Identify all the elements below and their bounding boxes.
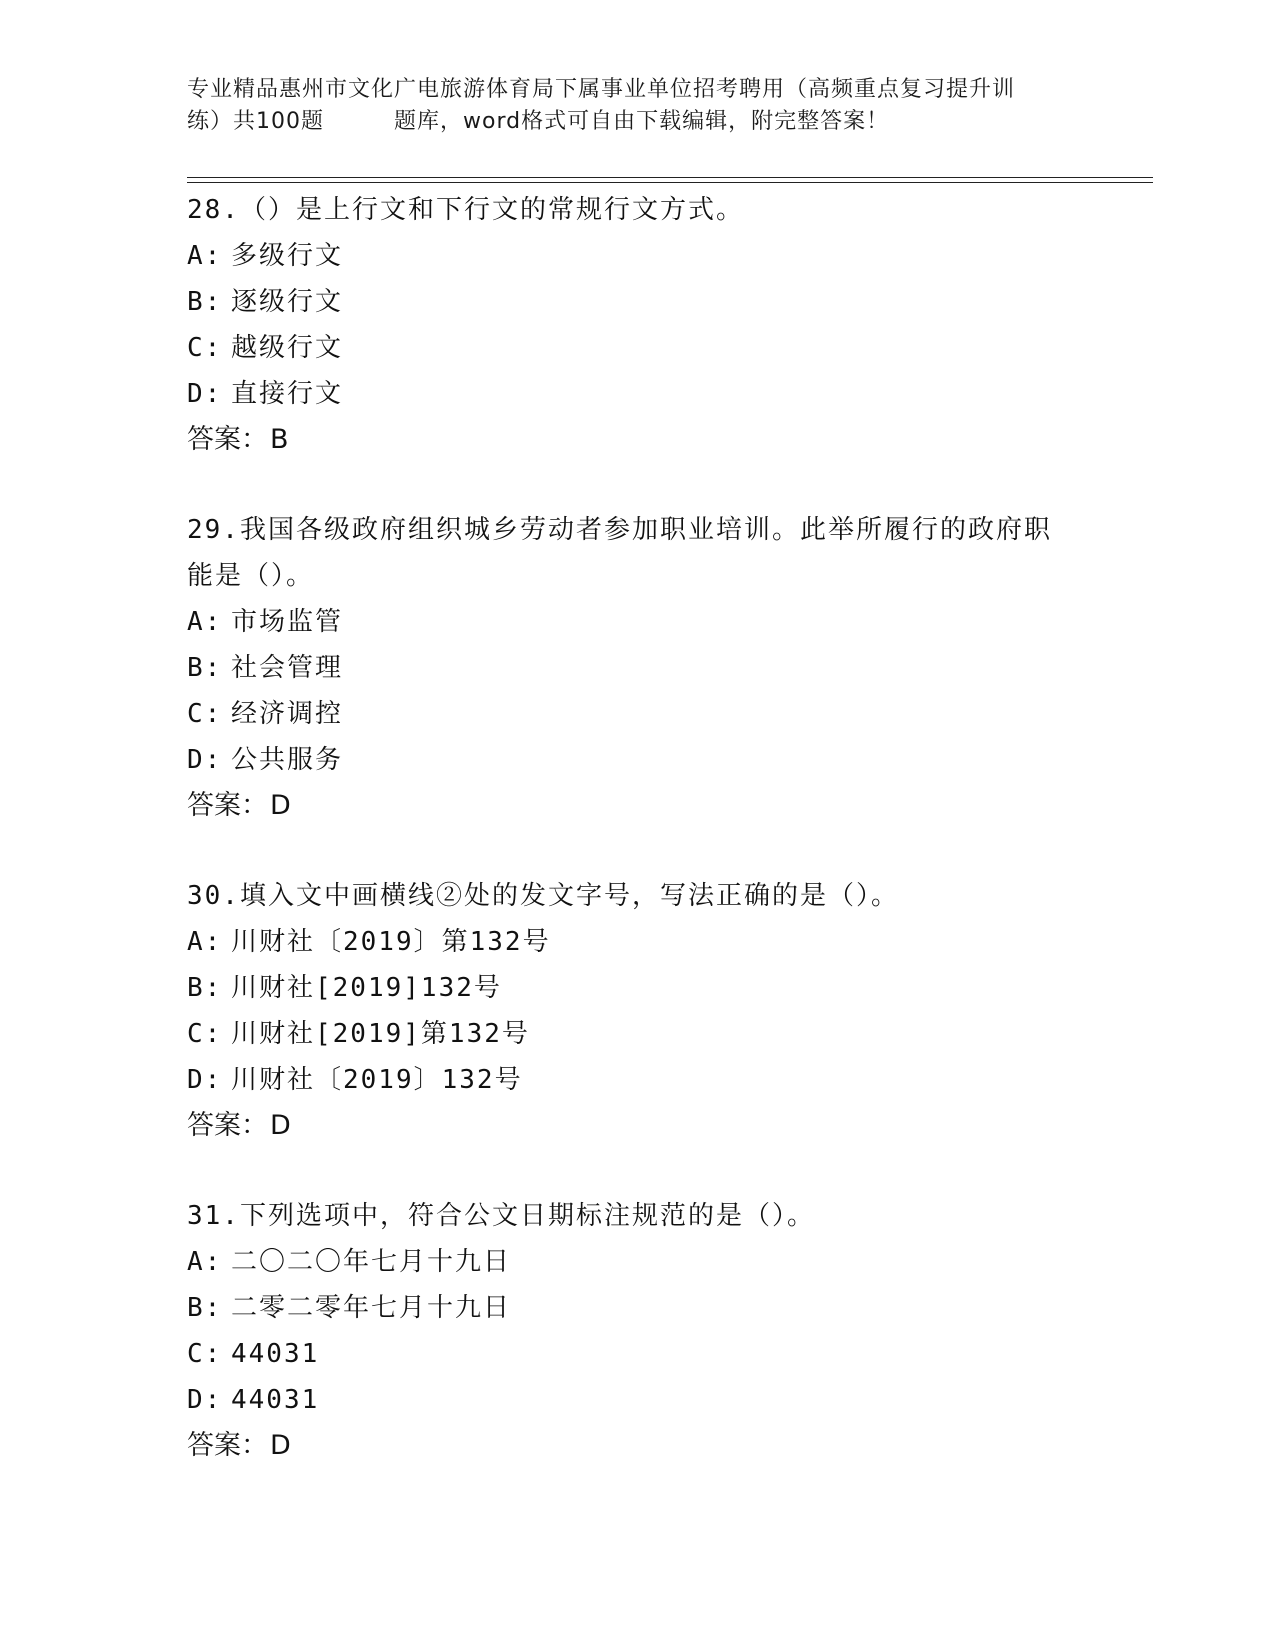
- header-line-2: [187, 106, 1087, 138]
- answer-value: D: [270, 1110, 291, 1141]
- question-30: [187, 873, 1087, 1149]
- option-a: A: 川财社〔2019〕第132号: [187, 927, 551, 957]
- question-stem: 28.（）是上行文和下行文的常规行文方式。: [187, 195, 744, 225]
- question-stem: 30.填入文中画横线②处的发文字号，写法正确的是（）。: [187, 881, 899, 911]
- option-b: B: 川财社[2019]132号: [187, 973, 502, 1003]
- header-divider-bottom: [187, 182, 1153, 183]
- option-d: D: 直接行文: [187, 379, 344, 409]
- option-d: D: 公共服务: [187, 745, 344, 775]
- option-c: C: 44031: [187, 1339, 320, 1369]
- option-c: C: 越级行文: [187, 333, 344, 363]
- question-28: [187, 187, 1087, 463]
- answer-line: 答案：D: [187, 1430, 291, 1461]
- question-stem: 31.下列选项中，符合公文日期标注规范的是（）。: [187, 1201, 815, 1231]
- option-c: C: 经济调控: [187, 699, 344, 729]
- option-c: C: 川财社[2019]第132号: [187, 1019, 530, 1049]
- option-a: A: 市场监管: [187, 607, 344, 637]
- option-a: A: 二〇二〇年七月十九日: [187, 1247, 512, 1277]
- answer-line: 答案：B: [187, 424, 289, 455]
- option-b: B: 逐级行文: [187, 287, 344, 317]
- option-d: D: 川财社〔2019〕132号: [187, 1065, 523, 1095]
- question-stem: 29.我国各级政府组织城乡劳动者参加职业培训。此举所履行的政府职能是（）。: [187, 515, 1052, 591]
- answer-line: 答案：D: [187, 790, 291, 821]
- question-29: [187, 507, 1087, 829]
- question-31: [187, 1193, 1087, 1469]
- option-a: A: 多级行文: [187, 241, 344, 271]
- header-line-1: 专业精品惠州市文化广电旅游体育局下属事业单位招考聘用（高频重点复习提升训: [187, 77, 1016, 102]
- answer-value: D: [270, 790, 291, 821]
- document-header: [187, 74, 1087, 138]
- option-d: D: 44031: [187, 1385, 320, 1415]
- answer-line: 答案：D: [187, 1110, 291, 1141]
- answer-value: B: [270, 424, 289, 455]
- header-divider-top: [187, 177, 1153, 178]
- header-line-2-left: 练）共100题: [187, 109, 324, 134]
- option-b: B: 二零二零年七月十九日: [187, 1293, 512, 1323]
- answer-value: D: [270, 1430, 291, 1461]
- option-b: B: 社会管理: [187, 653, 344, 683]
- header-line-2-right: 题库，word格式可自由下载编辑，附完整答案！: [394, 109, 890, 134]
